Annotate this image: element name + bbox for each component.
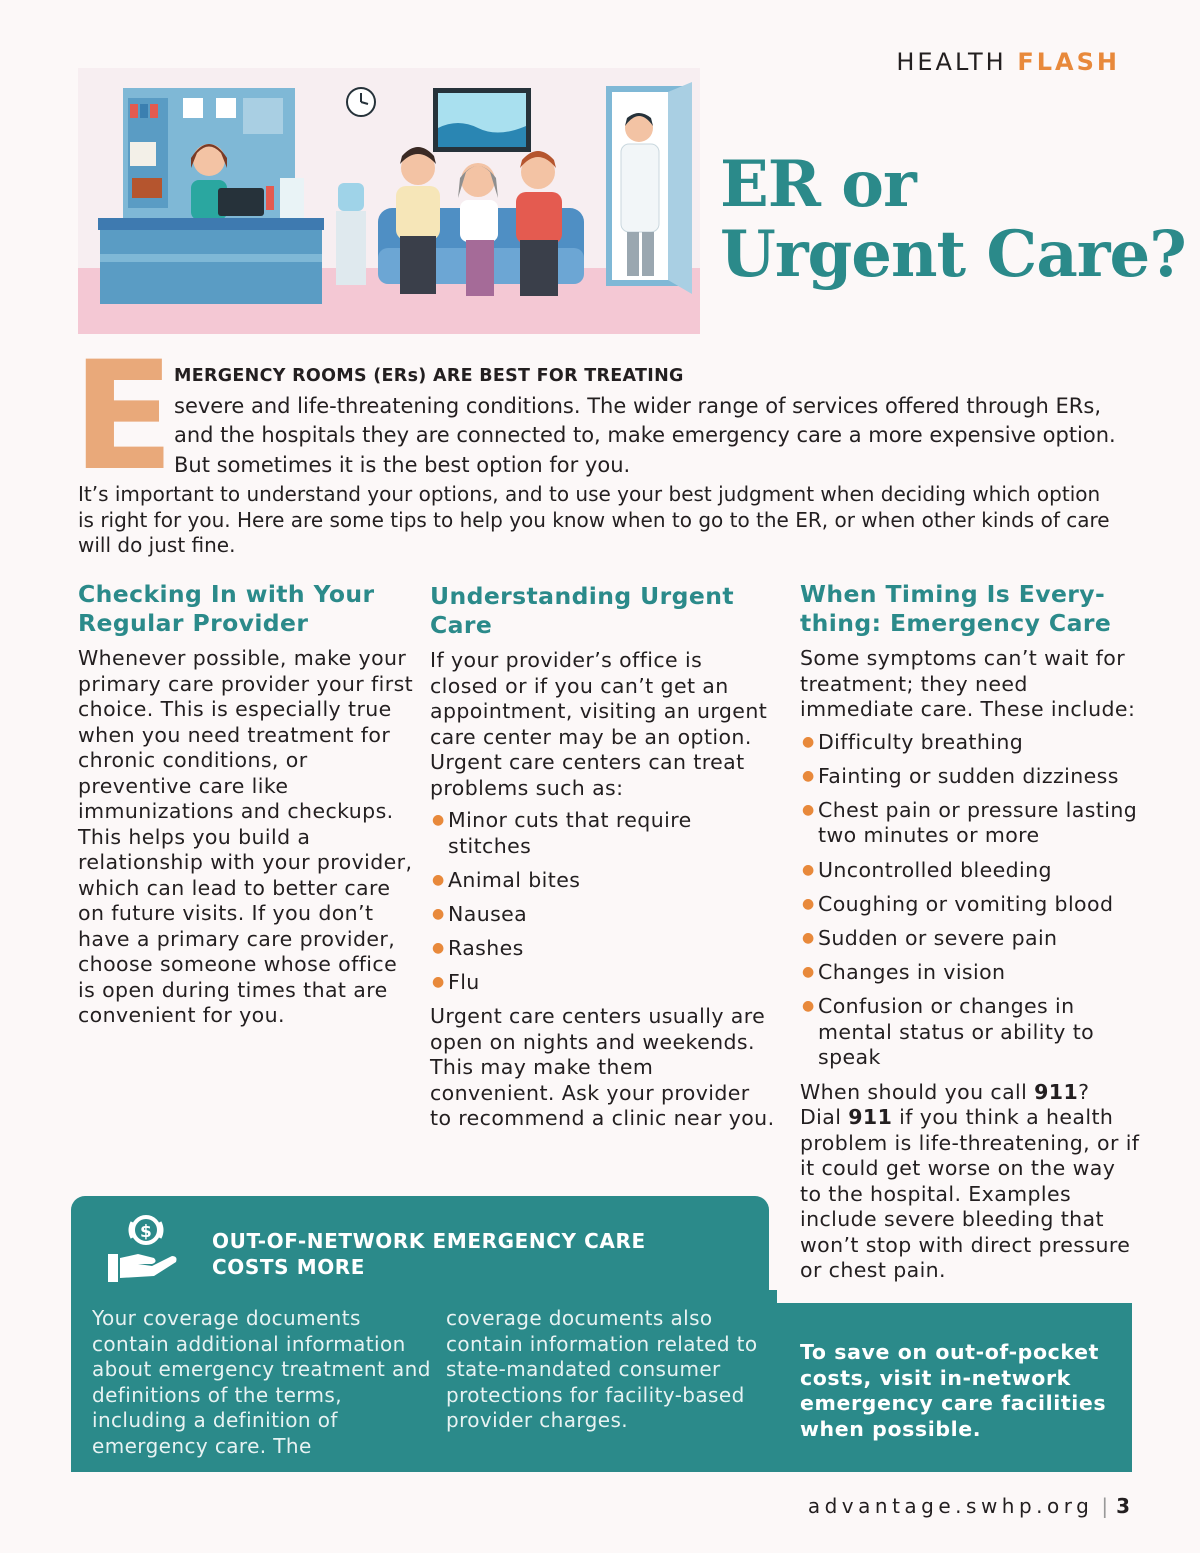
lead-text: severe and life-threatening conditions. The wider range of services offered through ERs, and the hospitals they are connected to, make emergency care a more expensive option. But sometimes it is the best option for you. (174, 393, 1116, 477)
page-footer (808, 1494, 1130, 1518)
bullet-icon: ● (802, 767, 815, 784)
bullet-icon: ● (802, 895, 815, 912)
list-item: ● Minor cuts that require stitches (432, 808, 692, 858)
list-item: ● Confusion or changes in mental status or ability to speak (802, 994, 1095, 1070)
title-line-2: Urgent Care? (720, 217, 1186, 292)
footer-separator: | (1101, 1494, 1109, 1518)
section-label-accent: FLASH (1017, 48, 1120, 76)
bullet-icon: ● (432, 940, 445, 957)
bullet-icon: ● (802, 998, 815, 1015)
closing-urgent-care: Urgent care centers usually are open on nights and weekends. This may make them convenient. Ask your provider to recommend a clinic near you. (430, 1004, 775, 1131)
waiting-room-illustration (78, 68, 700, 334)
callout-text-2: coverage documents also contain information related to state-mandated consumer protections for facility-based provider charges. (446, 1306, 758, 1432)
list-item: ● Coughing or vomiting blood (802, 891, 1114, 916)
heading-emergency-care: When Timing Is Every-thing: Emergency Care (800, 580, 1112, 637)
intro-paragraph: It’s important to understand your options, and to use your best judgment when deciding which option is right for you. Here are some tips to help you know when to go to the ER, or when other kinds of care will do just fine. (78, 482, 1110, 557)
body-urgent-care: If your provider’s office is closed or if you can’t get an appointment, visiting an urgent care center may be an option. Urgent care centers can treat problems such as: (430, 648, 768, 800)
urgent-care-list (430, 808, 775, 996)
body-regular-provider: Whenever possible, make your primary care provider your first choice. This is especially true when you need treatment for chronic conditions, or preventive care like immunizations and checkups. This helps you build a relationship with your provider, which can lead to better care on future visits. If you don’t have a primary care provider, choose someone whose office is open during times that are convenient for you. (78, 646, 414, 1027)
heading-regular-provider: Checking In with Your Regular Provider (78, 580, 375, 637)
list-item: ● Fainting or sudden dizziness (802, 763, 1119, 788)
list-item: ● Difficulty breathing (802, 729, 1024, 754)
lead-paragraph (174, 360, 1134, 480)
emergency-symptom-list (800, 730, 1140, 1071)
list-item: ● Changes in vision (802, 960, 1006, 985)
list-item: ● Rashes (432, 936, 524, 961)
list-item: ● Uncontrolled bleeding (802, 857, 1052, 882)
list-item: ● Animal bites (432, 867, 581, 892)
bullet-icon: ● (432, 974, 445, 991)
lead-caps: MERGENCY ROOMS (ERs) ARE BEST FOR TREATING (174, 366, 684, 386)
list-item: ● Flu (432, 970, 480, 995)
bullet-icon: ● (432, 871, 445, 888)
list-item: ● Nausea (432, 901, 528, 926)
body-emergency-care: Some symptoms can’t wait for treatment; they need immediate care. These include: (800, 646, 1136, 721)
money-hand-icon (104, 1212, 180, 1284)
bullet-icon: ● (802, 929, 815, 946)
list-item: ● Sudden or severe pain (802, 925, 1058, 950)
bullet-icon: ● (802, 801, 815, 818)
save-tip: To save on out-of-pocket costs, visit in-network emergency care facilities when possible. (800, 1340, 1107, 1441)
title-line-1: ER or (720, 147, 916, 222)
svg-text:$: $ (140, 1222, 152, 1242)
bullet-icon: ● (802, 733, 815, 750)
footer-url: advantage.swhp.org (807, 1494, 1094, 1518)
drop-cap-letter (72, 330, 175, 504)
bullet-icon: ● (802, 861, 815, 878)
section-header (896, 48, 1120, 76)
callout-title: OUT-OF-NETWORK EMERGENCY CARE COSTS MORE (212, 1229, 646, 1279)
section-label: HEALTH (896, 48, 1018, 76)
bullet-icon: ● (432, 812, 445, 828)
page-title (720, 147, 1186, 292)
bullet-icon: ● (432, 905, 445, 922)
callout-text-1: Your coverage documents contain additional information about emergency treatment and definitions of the terms, including a definition of emergency care. The (92, 1306, 431, 1458)
call-911-text: When should you call 911? Dial 911 if you think a health problem is life-threatening, or if it could get worse on the way to the hospital. Examples include severe bleeding that won’t stop with direct pressure or chest pain. (800, 1079, 1140, 1282)
heading-urgent-care: Understanding Urgent Care (430, 582, 734, 639)
list-item: ● Chest pain or pressure lasting two minutes or more (802, 797, 1138, 848)
column-urgent-care (430, 582, 775, 1139)
column-emergency-care (800, 580, 1140, 1291)
bullet-icon: ● (802, 964, 815, 981)
page-number: 3 (1116, 1494, 1130, 1518)
column-regular-provider (78, 580, 418, 1036)
svg-text:E: E (72, 330, 175, 504)
